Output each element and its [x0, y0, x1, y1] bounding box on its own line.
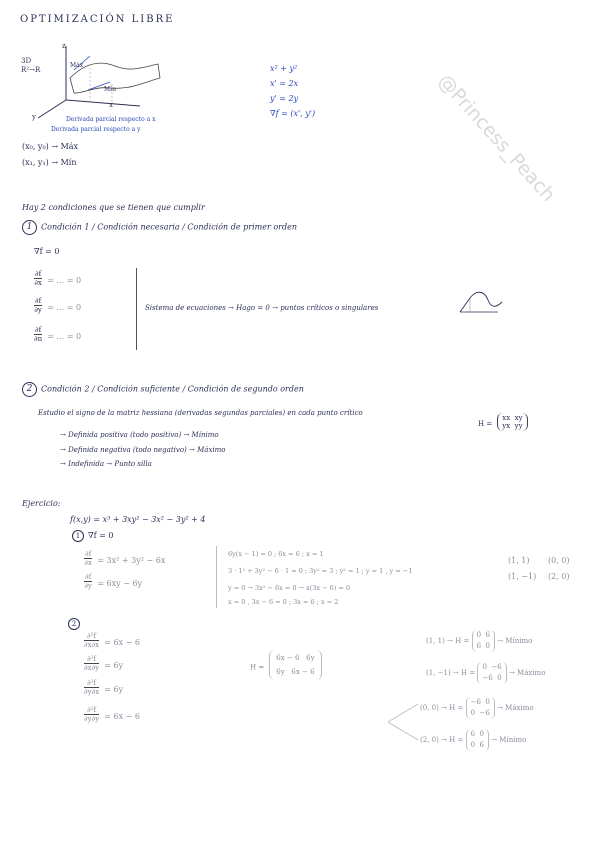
- saddle-sketch: [458, 288, 504, 318]
- hessian-result: (2, 0) → H = 6 0 0 6 → Mínimo: [420, 730, 527, 749]
- graph-slope-y: Derivada parcial respecto a y: [51, 126, 141, 133]
- second-partial: $\frac{\text{∂²f}}{\partial y\partial x} = 6y$: [84, 679, 124, 696]
- exercise-solve-line: 3 · 1² + 3y² − 6 · 1 = 0 ; 3y² = 3 ; y² = 1 ; y = 1 , y = −1: [228, 567, 413, 575]
- point-max: (x₀, y₀) → Máx: [22, 142, 79, 151]
- critical-point: (0, 0): [548, 556, 570, 565]
- second-partial: $\frac{\text{∂²f}}{\partial x\partial y} = 6y$: [84, 655, 124, 672]
- definiteness-negative: → Definida negativa (todo negativo) → Máximo: [60, 446, 226, 454]
- exercise-label: Ejercicio:: [22, 499, 61, 508]
- graph-axis-x: x: [109, 101, 113, 109]
- formula-dx: x' = 2x: [270, 79, 299, 88]
- hessian-exercise: H = 6x − 6 6y 6y 6x − 6: [250, 650, 322, 680]
- critical-point: (1, −1): [508, 572, 537, 581]
- branch-arrows: [386, 700, 420, 744]
- second-partial: $\frac{\text{∂²f}}{\partial y\partial y} = 6x - 6$: [84, 706, 140, 723]
- hessian-result: (1, 1) → H = 0 6 6 0 → Mínimo: [426, 631, 533, 650]
- condition-1-row: $\frac{\partial f}{\partial y}$ = ... = 0: [34, 297, 82, 314]
- system-brace: [136, 268, 137, 350]
- exercise-partial: $\frac{\partial f}{\partial x} = 3x^2 + 3y^2 - 6x$: [84, 550, 166, 567]
- condition-2-heading: [22, 382, 304, 397]
- watermark: @Princess_Peach: [433, 70, 560, 207]
- condition-1-title: Condición 1 / Condición necesaria / Condición de primer orden: [41, 222, 297, 232]
- exercise-brace: [216, 546, 217, 608]
- graph-dim-label: 3D: [21, 57, 32, 65]
- conditions-intro: Hay 2 condiciones que se tienen que cumplir: [22, 203, 205, 212]
- condition-1-gradient: ∇f = 0: [34, 247, 60, 256]
- exercise-solve-line: 6y(x − 1) = 0 ; 6x = 6 ; x = 1: [228, 550, 324, 558]
- hessian-general: H = xx xy yx yy: [478, 411, 528, 431]
- definiteness-positive: → Definida positiva (todo positivo) → Mínimo: [60, 431, 219, 439]
- point-min: (x₁, y₁) → Mín: [22, 158, 77, 167]
- formula-gradient: ∇f = (x', y'): [270, 109, 316, 118]
- hessian-result: (0, 0) → H = −6 0 0 −6 → Máximo: [420, 698, 534, 717]
- condition-1-row: $\frac{\partial f}{\partial n}$ = ... = 0: [34, 326, 82, 343]
- graph-min-label: Mín: [104, 86, 116, 93]
- condition-1-row: $\frac{\partial f}{\partial x}$ = ... = 0: [34, 270, 82, 287]
- formula-dy: y' = 2y: [270, 94, 299, 103]
- condition-2-study: Estudio el signo de la matriz hessiana (derivadas segundas parciales) en cada punto crítico: [38, 409, 363, 417]
- page-title: OPTIMIZACIÓN LIBRE: [20, 14, 175, 25]
- condition-2-title: Condición 2 / Condición suficiente / Condición de segundo orden: [41, 384, 304, 394]
- graph-slope-x: Derivada parcial respecto a x: [66, 116, 156, 123]
- exercise-step-2-number: 2: [68, 618, 80, 630]
- graph-max-label: Máx: [70, 62, 84, 69]
- definiteness-indefinite: → Indefinida → Punto silla: [60, 460, 152, 468]
- condition-2-number: 2: [22, 382, 37, 397]
- exercise-step-2: [68, 618, 84, 630]
- critical-point: (1, 1): [508, 556, 530, 565]
- condition-1-number: 1: [22, 220, 37, 235]
- exercise-partial: $\frac{\partial f}{\partial y} = 6xy - 6y$: [84, 573, 143, 590]
- graph-axis-y: y: [32, 113, 36, 121]
- condition-1-system: Sistema de ecuaciones → Hago = 0 → puntos críticos o singulares: [145, 304, 379, 312]
- graph-axis-z: z: [62, 42, 66, 50]
- exercise-step-1-number: 1: [72, 530, 84, 542]
- condition-1-heading: [22, 220, 297, 235]
- exercise-step-1: 1 ∇f = 0: [72, 530, 113, 542]
- exercise-solve-line: x = 0 , 3x − 6 = 0 ; 3x = 6 ; x = 2: [228, 598, 339, 606]
- formula-function: x² + y²: [270, 64, 298, 73]
- second-partial: $\frac{\text{∂²f}}{\partial x\partial x} = 6x - 6$: [84, 632, 140, 649]
- exercise-function: f(x,y) = x³ + 3xy² − 3x² − 3y² + 4: [70, 515, 206, 524]
- critical-point: (2, 0): [548, 572, 570, 581]
- exercise-solve-line: y = 0 → 3x² − 6x = 0 → x(3x − 6) = 0: [228, 584, 351, 592]
- hessian-result: (1, −1) → H = 0 −6 −6 0 → Máximo: [426, 663, 546, 682]
- graph-space-label: R²→R: [21, 66, 41, 74]
